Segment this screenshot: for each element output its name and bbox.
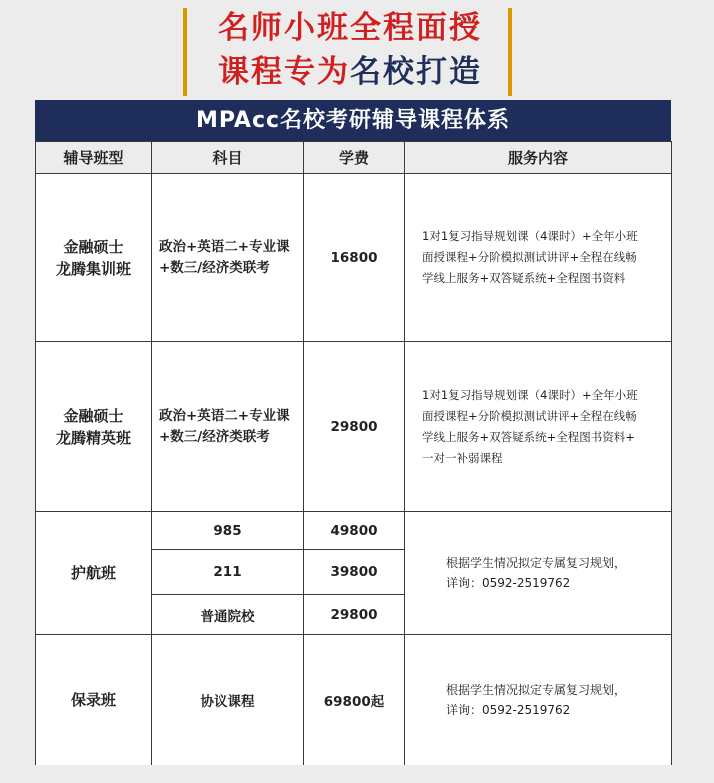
class-cell [36,174,152,342]
header-line-2-part-2: 名校打造 [350,54,482,90]
service-line: 1对1复习指导规划课（4课时）+全年小班 [422,387,638,402]
header-line-1: 名师小班全程面授 [218,10,482,46]
class-cell [36,342,152,512]
fee-cell: 69800起 [304,635,405,766]
fee-cell: 39800 [304,550,405,595]
subject-cell: 211 [152,550,304,595]
service-line: 学线上服务+双答疑系统+全程图书资料+ [422,429,635,444]
promo-header [0,0,714,100]
subject-cell: 协议课程 [152,635,304,766]
service-cell [405,174,672,342]
header-line-2-part-1: 课程专为 [218,54,350,90]
table-row [36,342,672,512]
service-line: 学线上服务+双答疑系统+全程图书资料 [422,271,626,285]
fee-cell: 29800 [304,595,405,635]
service-cell [405,635,672,766]
service-line: 详询：0592-2519762 [446,703,571,717]
page-bottom-margin [0,765,714,783]
class-name-line: 金融硕士 [63,406,124,425]
fee-cell: 49800 [304,512,405,550]
header-right-bar [508,8,512,96]
service-line: 根据学生情况拟定专属复习规划， [446,556,627,570]
fee-cell: 16800 [304,174,405,342]
header-line-2 [195,52,505,92]
subject-line: +数三/经济类联考 [159,259,270,276]
subject-line: 政治+英语二+专业课 [159,238,290,255]
column-header-service: 服务内容 [405,142,672,174]
fee-cell: 29800 [304,342,405,512]
column-header-subject: 科目 [152,142,304,174]
service-line: 详询：0592-2519762 [446,576,571,590]
subject-cell: 普通院校 [152,595,304,635]
service-line: 根据学生情况拟定专属复习规划， [446,683,627,697]
service-line: 面授课程+分阶模拟测试讲评+全程在线畅 [422,250,637,264]
service-cell [405,342,672,512]
course-table [35,141,672,766]
column-header-fee: 学费 [304,142,405,174]
subject-line: +数三/经济类联考 [159,428,270,445]
class-name-line: 龙腾精英班 [55,428,131,447]
service-line: 1对1复习指导规划课（4课时）+全年小班 [422,229,638,243]
header-left-bar [183,8,187,96]
subject-line: 政治+英语二+专业课 [159,407,290,424]
table-header-row [36,142,672,174]
service-line: 一对一补弱课程 [422,450,503,465]
table-row [36,174,672,342]
class-name-line: 龙腾集训班 [55,259,131,278]
table-title: MPAcc名校考研辅导课程体系 [35,100,671,141]
column-header-class: 辅导班型 [36,142,152,174]
subject-cell: 985 [152,512,304,550]
subject-cell [152,342,304,512]
table-row [36,512,672,550]
service-line: 面授课程+分阶模拟测试讲评+全程在线畅 [422,408,637,423]
subject-cell [152,174,304,342]
class-cell: 护航班 [36,512,152,635]
table-row [36,635,672,766]
service-cell [405,512,672,635]
class-name-line: 金融硕士 [63,237,124,256]
class-cell: 保录班 [36,635,152,766]
